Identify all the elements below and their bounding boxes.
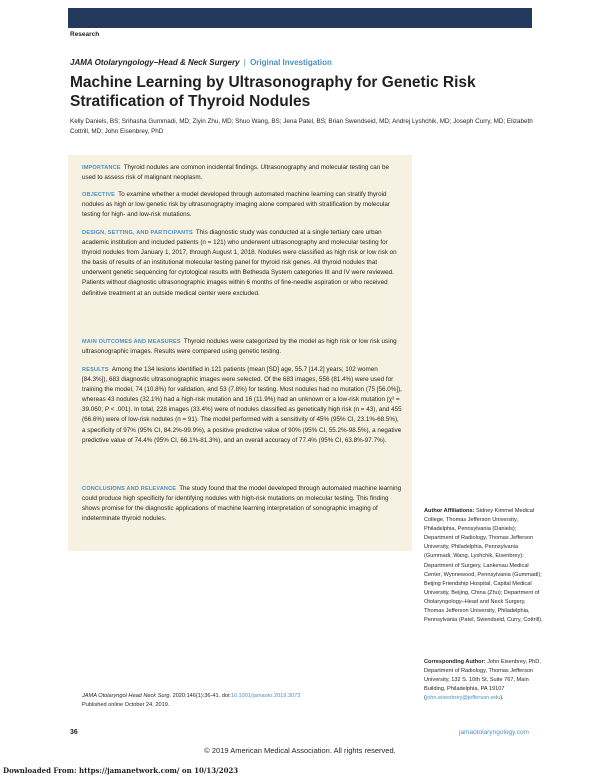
article-title: Machine Learning by Ultrasonography for Genetic Risk Stratification of Thyroid Nodules xyxy=(70,74,476,110)
email-link[interactable]: john.eisenbrey@jefferson.edu xyxy=(425,695,501,702)
copyright-notice: © 2019 American Medical Association. All rights reserved. xyxy=(204,746,396,755)
page-number: 36 xyxy=(70,729,78,736)
abstract-objective xyxy=(82,190,404,220)
abstract-text: Thyroid nodules were categorized by the model as high risk or low risk using ultrasonographic images. Results were compared using genetic testing. xyxy=(82,338,397,356)
abstract-heading: IMPORTANCE xyxy=(82,165,121,171)
abstract-outcomes xyxy=(82,337,404,357)
header-bar xyxy=(68,8,532,28)
author-affiliations xyxy=(424,507,544,625)
abstract-conclusions xyxy=(82,484,404,524)
corresponding-author xyxy=(424,658,544,703)
journal-line xyxy=(70,58,332,67)
abstract-importance xyxy=(82,163,404,183)
author-list: Kelly Daniels, BS; Srihasha Gummadi, MD; Ziyin Zhu, MD; Shuo Wang, BS; Jena Patel, BS; Brian Swendseid, MD; Andrej Lyshchik, MD; Joseph Curry, MD; Elizabeth Cottrill, MD; John Eisenbrey, PhD xyxy=(70,118,533,135)
p-value-symbol: P xyxy=(104,406,109,414)
article-type: Original Investigation xyxy=(250,58,332,67)
abstract-text: Thyroid nodules are common incidental findings. Ultrasonography and molecular testing can be used to assess risk of malignant neoplasm. xyxy=(82,164,390,182)
abstract-text: This diagnostic study was conducted at a single tertiary care urban academic institution and included patients (n = 121) who underwent ultrasonography and molecular testing for thyroid nodules from January 1, 2017, through August 1, 2018. Nodules were classified as high risk or low risk on the basis of results of an institutional molecular testing panel for thyroid risk genes. All thyroid nodules that underwent genetic sequencing for cytological results with Bethesda System categories III and IV were reviewed. Patients without diagnostic ultrasonographic images within 6 months of fine-needle aspiration or who received definitive treatment at an outside medical center were excluded. xyxy=(82,229,397,297)
citation-journal: JAMA Otolaryngol Head Neck Surg xyxy=(82,693,170,699)
doi-link[interactable]: 10.1001/jamaoto.2019.3073 xyxy=(230,693,301,699)
journal-site-link[interactable]: jamaotolaryngology.com xyxy=(459,729,529,736)
journal-separator: | xyxy=(243,58,246,67)
journal-name: JAMA Otolaryngology–Head & Neck Surgery xyxy=(70,58,240,67)
abstract-design xyxy=(82,228,404,299)
abstract-text: The study found that the model developed through automated machine learning could produce high specificity for identifying nodules with high-risk mutations on molecular testing. This finding shows promise for the diagnostic applications of machine learning interpretation of sonographic imaging of indeterminate thyroid nodules. xyxy=(82,485,402,523)
published-date: Published online October 24, 2019. xyxy=(82,702,170,709)
citation-text: . 2020;146(1):36-41. doi: xyxy=(169,693,231,699)
abstract-heading: OBJECTIVE xyxy=(82,192,116,198)
corresponding-label: Corresponding Author: xyxy=(424,659,486,665)
abstract-heading: RESULTS xyxy=(82,367,109,373)
affiliations-text: Sidney Kimmel Medical College, Thomas Jefferson University, Philadelphia, Pennsylvania (Daniels); Department of Radiology, Thomas Jefferson University, Philadelphia, Pennsylvania (Gummadi, Wang, Lyshchik, Eisenbrey); Department of Surgery, Lankenau Medical Center, Wynnewood, Pennsylvania (Gummadi); Beijing Friendship Hospital, Capital Medical University, Beijing, China (Zhu); Department of Otolaryngology–Head and Neck Surgery, Thomas Jefferson University, Philadelphia, Pennsylvania (Patel, Swendseid, Curry, Cottrill). xyxy=(424,508,543,624)
abstract-heading: CONCLUSIONS AND RELEVANCE xyxy=(82,486,177,492)
abstract-heading: MAIN OUTCOMES AND MEASURES xyxy=(82,339,181,345)
abstract-text: To examine whether a model developed through automated machine learning can stratify thyroid nodules as high or low genetic risk by ultrasonography imaging alone compared with stratification by molecular testing for high- and low-risk mutations. xyxy=(82,191,391,219)
abstract-text: Among the 134 lesions identified in 121 patients (mean [SD] age, 55.7 [14.2] years; 102 women [84.3%]), 683 diagnostic ultrasonographic images were selected. Of the 683 images, 556 (81.4%) were used for training the model, 74 (10.8%) for validation, and 53 (7.8%) for testing. Most nodules had no mutation (75 [56.0%]), whereas 43 nodules (32.1%) had a high-risk mutation and 16 (11.9%) had an unknown or a low-risk mutation (χ² = 39.060; xyxy=(82,366,402,414)
affiliations-label: Author Affiliations: xyxy=(424,508,475,514)
download-notice: Downloaded From: https://jamanetwork.com/ on 10/13/2023 xyxy=(3,766,239,775)
abstract-results xyxy=(82,365,404,446)
corresponding-text: John Eisenbrey, PhD, Department of Radiology, Thomas Jefferson University, 132 S. 10th St, Suite 767, Main Building, Philadelphia, PA 19107 ( xyxy=(424,659,541,702)
abstract-heading: DESIGN, SETTING, AND PARTICIPANTS xyxy=(82,230,193,236)
section-label: Research xyxy=(70,31,100,38)
abstract-text: < .001). In total, 228 images (33.4%) were of nodules classified as genetically high risk (n = 43), and 455 (66.6%) were of low-risk nodules (n = 91). The model performed with a sensitivity of 45% (95% CI, 23.1%-68.5%), a specificity of 97% (95% CI, 84.2%-99.9%), a positive predictive value of 90% (95% CI, 55.2%-98.5%), a negative predictive value of 74.4% (95% CI, 66.1%-81.3%), and an overall accuracy of 77.4% (95% CI, 63.8%-97.7%). xyxy=(82,406,402,444)
citation xyxy=(82,692,412,710)
corresponding-close: ). xyxy=(500,695,504,702)
